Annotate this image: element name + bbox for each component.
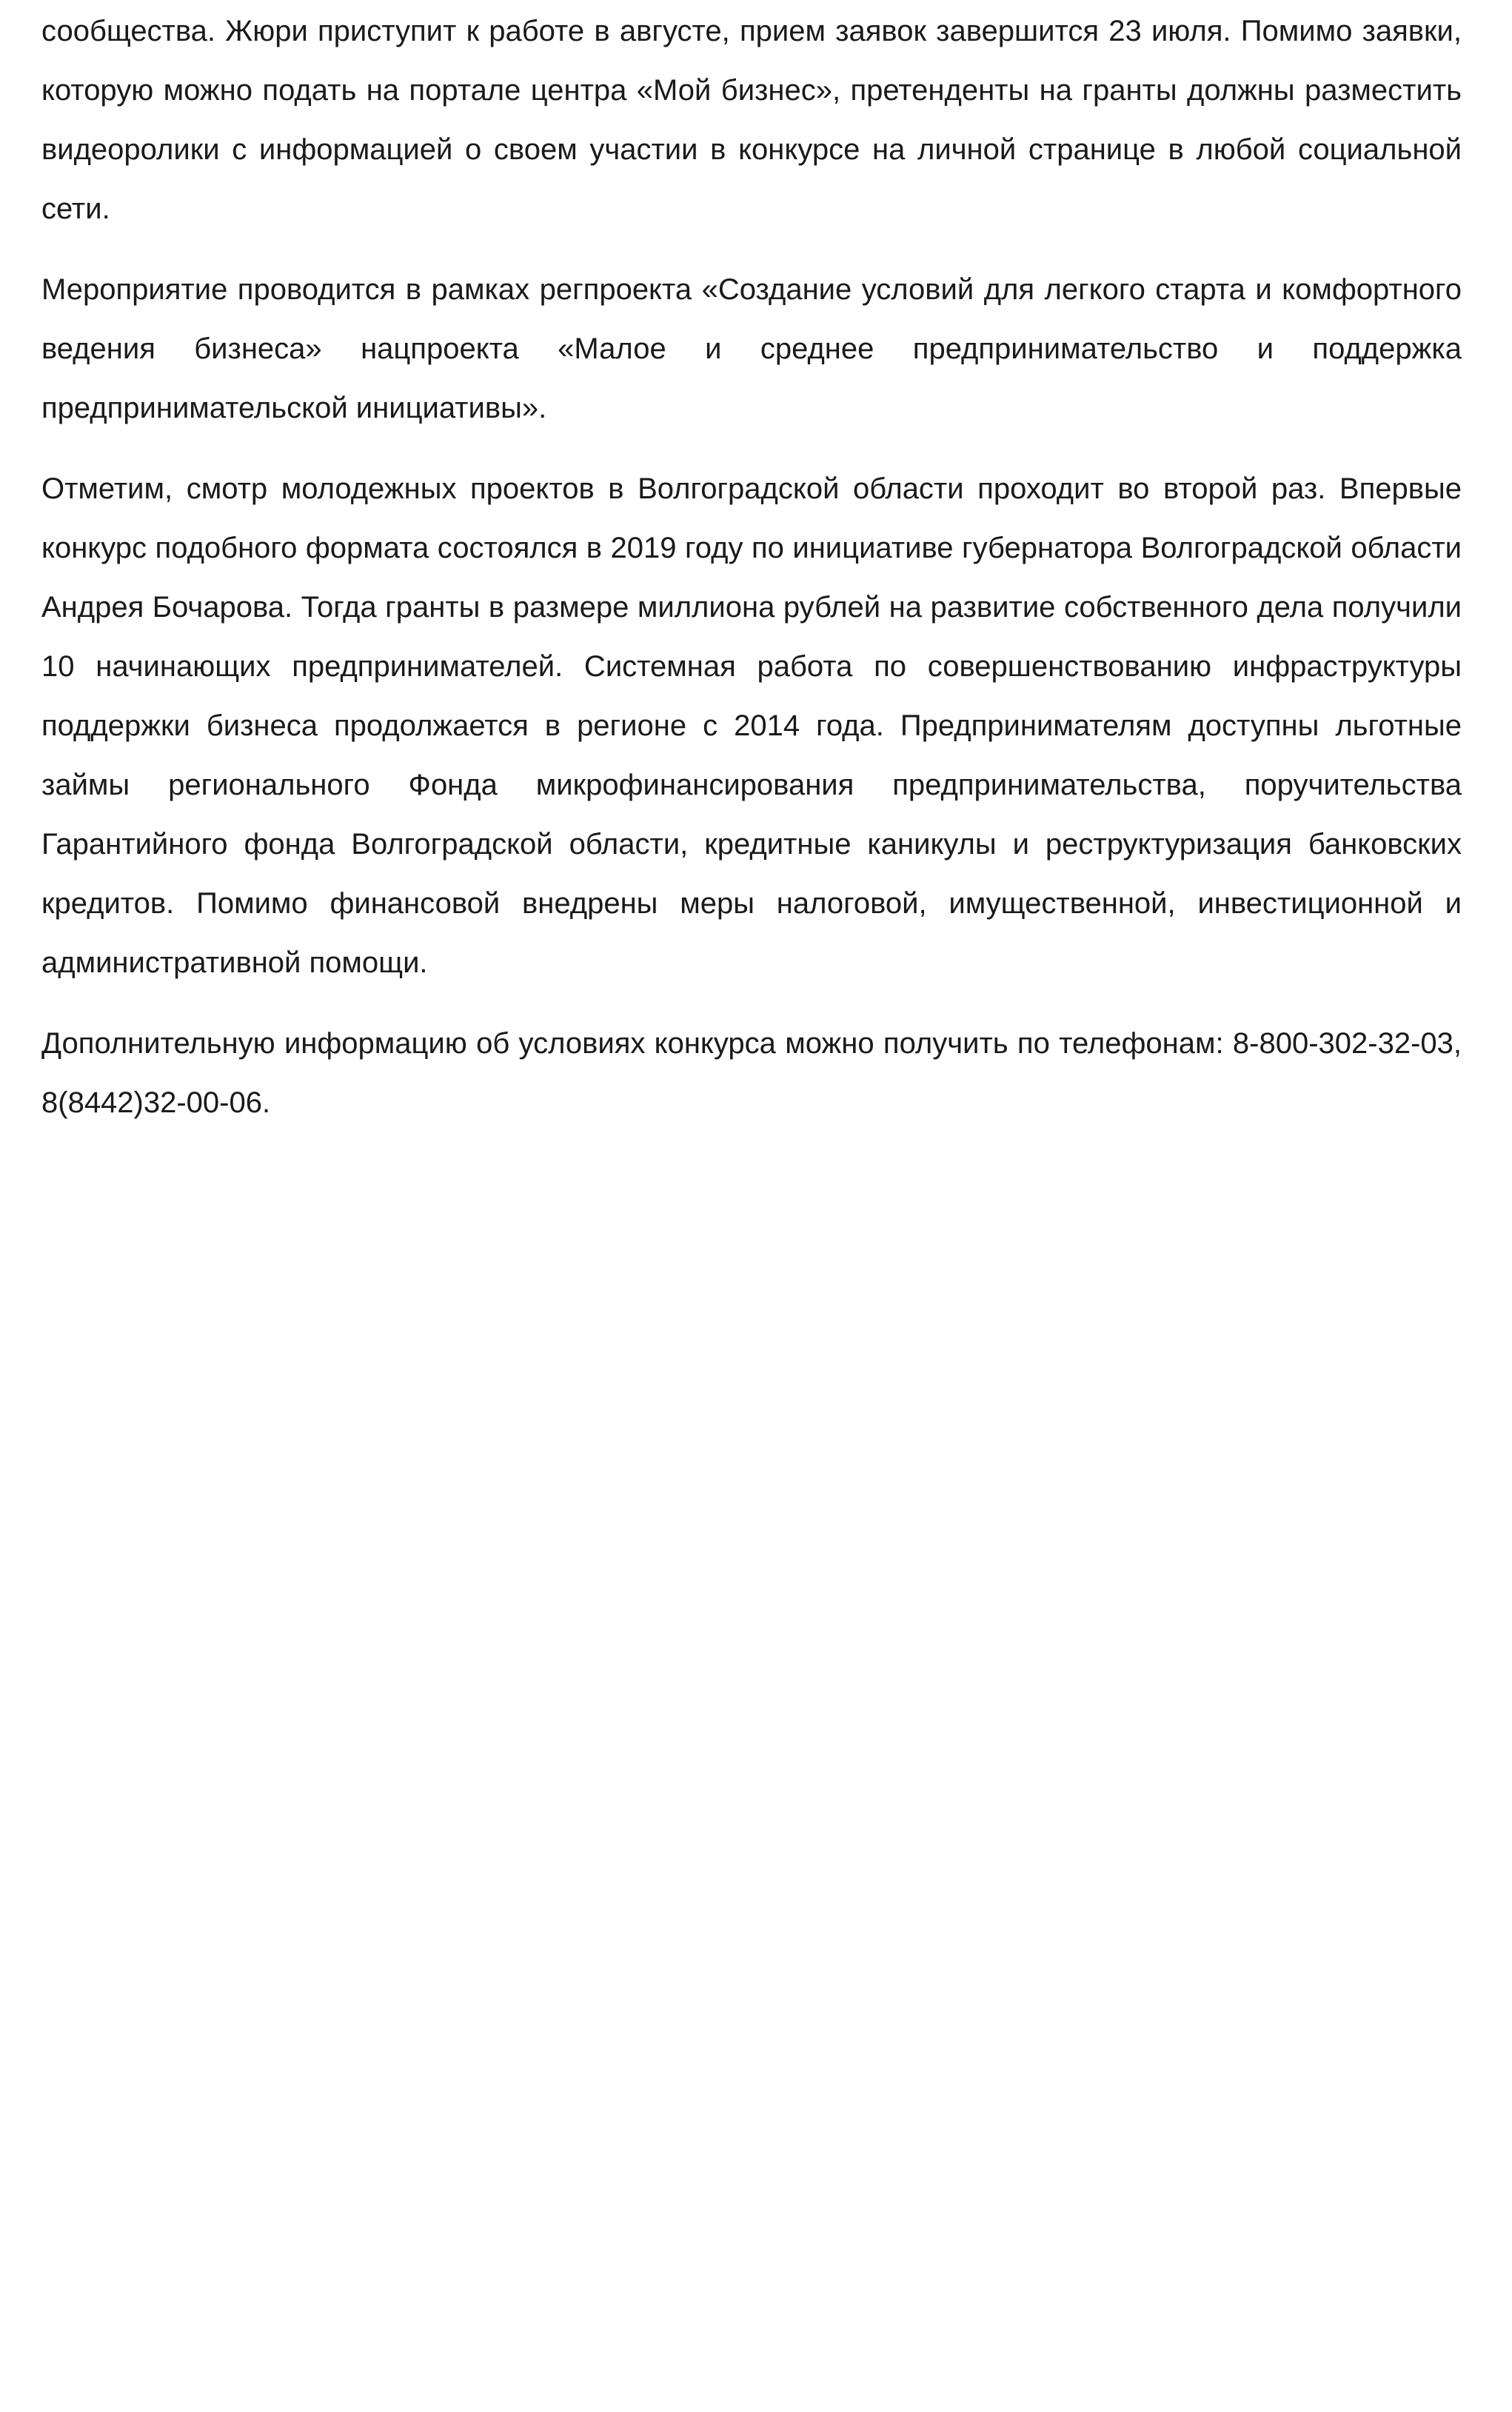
paragraph-regional-project: Мероприятие проводится в рамках регпроекта «Создание условий для легкого старта и комфортного ведения бизнеса» нацпроекта «Малое и среднее предпринимательство и поддержка предпринимательской инициативы». — [41, 273, 1462, 424]
paragraph-business-support: Отметим, смотр молодежных проектов в Волгоградской области проходит во второй раз. Впервые конкурс подобного формата состоялся в 2019 году по инициативе губернатора Волгоградской области Андрея Бочарова. Тогда гранты в размере миллиона рублей на развитие собственного дела получили 10 начинающих предпринимателей. Системная работа по совершенствованию инфраструктуры поддержки бизнеса продолжается в регионе с 2014 года. Предпринимателям доступны льготные займы регионального Фонда микрофинансирования предпринимательства, поручительства Гарантийного фонда Волгоградской области, кредитные каникулы и реструктуризация банковских кредитов. Помимо финансовой внедрены меры налоговой, имущественной, инвестиционной и административной помощи. — [41, 472, 1462, 979]
paragraph-contest-requirements: сообщества. Жюри приступит к работе в августе, прием заявок завершится 23 июля. Помимо заявки, которую можно подать на портале центра «Мой бизнес», претенденты на гранты должны разместить видеоролики с информацией о своем участии в конкурсе на личной странице в любой социальной сети. — [41, 15, 1462, 225]
document-page — [41, 0, 1462, 1154]
paragraph-contact-phones: Дополнительную информацию об условиях конкурса можно получить по телефонам: 8-800-302-32-03, 8(8442)32-00-06. — [41, 1027, 1462, 1119]
